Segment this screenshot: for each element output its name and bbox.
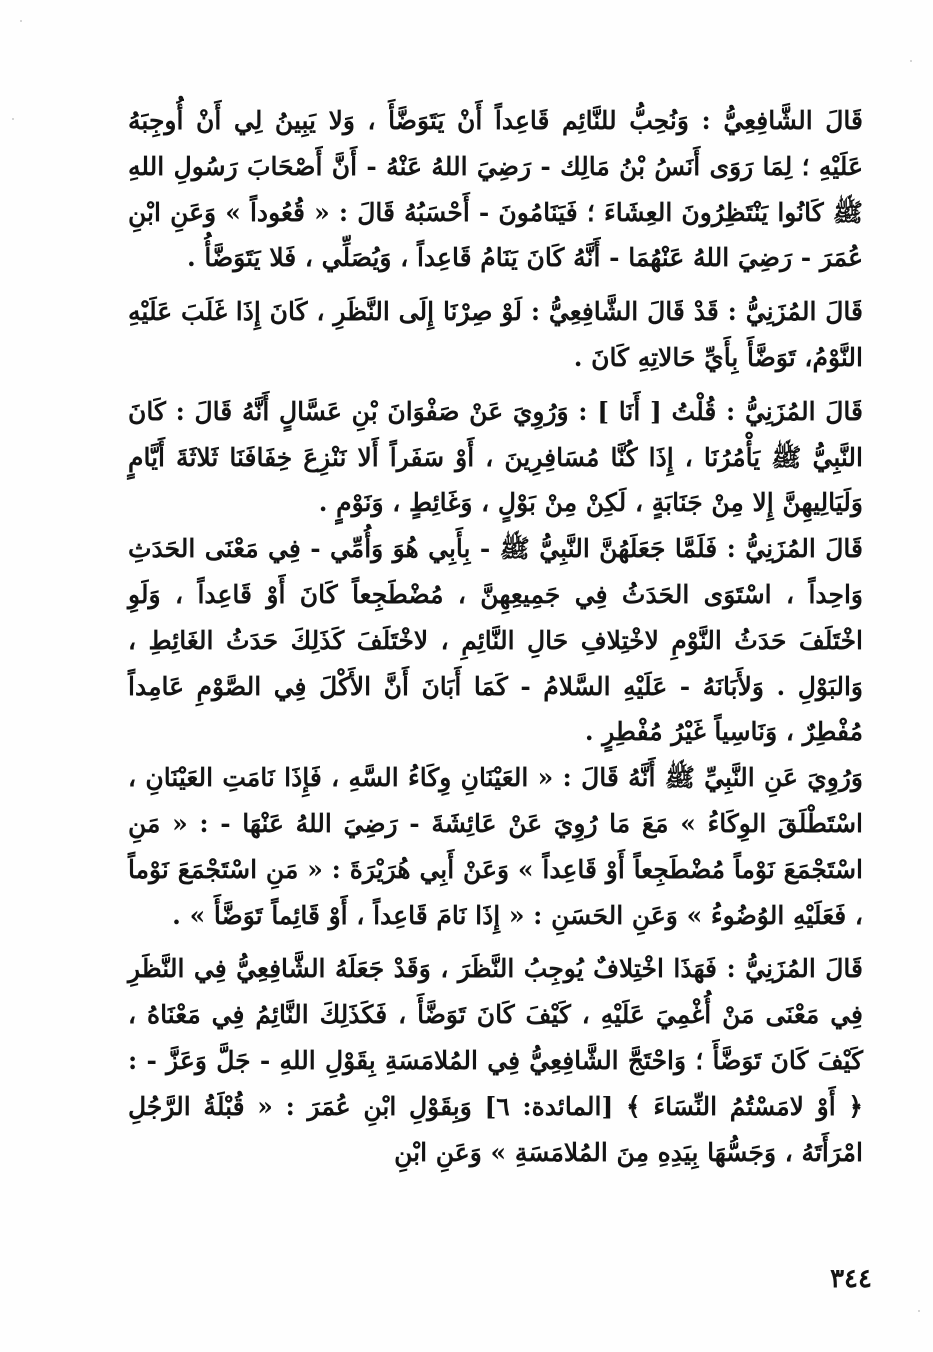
scan-speck	[918, 1310, 920, 1312]
paragraph-1: قَالَ الشَّافِعِيُّ : وَنُحِبُّ للنَّائِم قَاعِداً أَنْ يَتَوَضَّأَ ، وَلا يَبِينُ لِي أَنْ أُوجِبَهُ عَلَيْهِ ؛ لِمَا رَوَى أَنَسُ بْنُ مَالِك - رَضِيَ اللهُ عَنْهُ - أَنَّ أَصْحَابَ رَسُولِ اللهِ ﷺ كَانُوا يَنْتَظِرُونَ العِشَاءَ ؛ فَيَنَامُونَ - أَحْسَبُهُ قَالَ : « قُعُوداً » وَعَنِ ابْنِ عُمَرَ - رَضِيَ اللهُ عَنْهُمَا - أَنَّهُ كَانَ يَنَامُ قَاعِداً ، وَيُصَلِّي ، فَلا يَتَوَضَّأُ .	[128, 106, 863, 273]
scan-speck	[12, 118, 14, 120]
page-number: ٣٤٤	[830, 1264, 872, 1294]
paragraph-6: قَالَ المُزَنِيُّ : فَهَذَا اخْتِلافٌ يُوجِبُ النَّظَرَ ، وَقَدْ جَعَلَهُ الشَّافِعِيُّ فِي النَّظَرِ فِي مَعْنَى مَنْ أُغْمِيَ عَلَيْهِ ، كَيْفَ كَانَ تَوَضَّأَ ، فَكَذَلِكَ النَّائِمُ فِي مَعْنَاهُ ، كَيْفَ كَانَ تَوَضَّأَ ؛ وَاحْتَجَّ الشَّافِعِيُّ فِي المُلامَسَةِ بِقَوْلِ اللهِ - جَلَّ وَعَزَّ - : ﴿ أَوْ لامَسْتُمُ النِّسَاءَ ﴾ [المائدة: ٦] وَبِقَوْلِ ابْنِ عُمَرَ : « قُبْلَةُ الرَّجُلِ امْرَأَتَهُ ، وَجَسُّهَا بِيَدِهِ مِنَ المُلامَسَةِ » وَعَنِ ابْنِ	[128, 954, 863, 1167]
paragraph-4: قَالَ المُزَنِيُّ : فَلَمَّا جَعَلَهُنَّ النَّبِيُّ ﷺ - بِأَبِي هُوَ وَأُمِّي - فِي مَعْنَى الحَدَثِ وَاحِداً ، اسْتَوَى الحَدَثُ فِي جَمِيعِهِنَّ ، مُضْطَجِعاً كَانَ أَوْ قَاعِداً ، وَلَوِ اخْتَلَفَ حَدَثُ النَّوْمِ لاخْتِلافِ حَالِ النَّائِمِ ، لاخْتَلَفَ كَذَلِكَ حَدَثُ الغَائِطِ ، وَالبَوْلِ . وَلأَبَانَهُ - عَلَيْهِ السَّلامُ - كَمَا أَبَانَ أَنَّ الأَكْلَ فِي الصَّوْمِ عَامِداً مُفْطِرٌ ، وَنَاسِياً غَيْرُ مُفْطِرٍ .	[128, 534, 863, 747]
scan-speck	[20, 20, 22, 22]
paragraph-5: وَرُوِيَ عَنِ النَّبِيِّ ﷺ أَنَّهُ قَالَ : « العَيْنَانِ وِكَاءُ السَّهِ ، فَإِذَا نَامَتِ العَيْنَانِ ، اسْتَطْلَقَ الوِكَاءُ » مَعَ مَا رُوِيَ عَنْ عَائِشَةَ - رَضِيَ اللهُ عَنْهَا - : « مَنِ اسْتَجْمَعَ نَوْماً مُضْطَجِعاً أَوْ قَاعِداً » وَعَنْ أَبِي هُرَيْرَةَ : « مَنِ اسْتَجْمَعَ نَوْماً ، فَعَلَيْهِ الوُضُوءُ » وَعَنِ الحَسَنِ : « إِذَا نَامَ قَاعِداً ، أَوْ قَائِماً تَوَضَّأَ » .	[128, 763, 863, 930]
paragraph-3: قَالَ المُزَنِيُّ : قُلْتُ [ أَنَا ] : وَرُوِيَ عَنْ صَفْوَانَ بْنِ عَسَّالٍ أَنَّهُ قَالَ : كَانَ النَّبِيُّ ﷺ يَأْمُرُنَا ، إِذَا كُنَّا مُسَافِرِينَ ، أَوْ سَفَراً أَلا نَنْزِعَ خِفَافَنَا ثَلاثَةَ أَيَّامٍ وَلَيَالِيهِنَّ إِلا مِنْ جَنَابَةٍ ، لَكِنْ مِنْ بَوْلٍ ، وَغَائِطٍ ، وَنَوْمٍ .	[128, 396, 863, 518]
paragraph-2: قَالَ المُزَنِيُّ : قَدْ قَالَ الشَّافِعِيُّ : لَوْ صِرْنَا إِلَى النَّظَرِ ، كَانَ إِذَا غَلَبَ عَلَيْهِ النَّوْمُ، تَوَضَّأَ بِأَيِّ حَالاتِهِ كَانَ .	[128, 297, 863, 372]
page-body-text	[128, 98, 863, 1175]
scan-speck	[910, 60, 912, 62]
